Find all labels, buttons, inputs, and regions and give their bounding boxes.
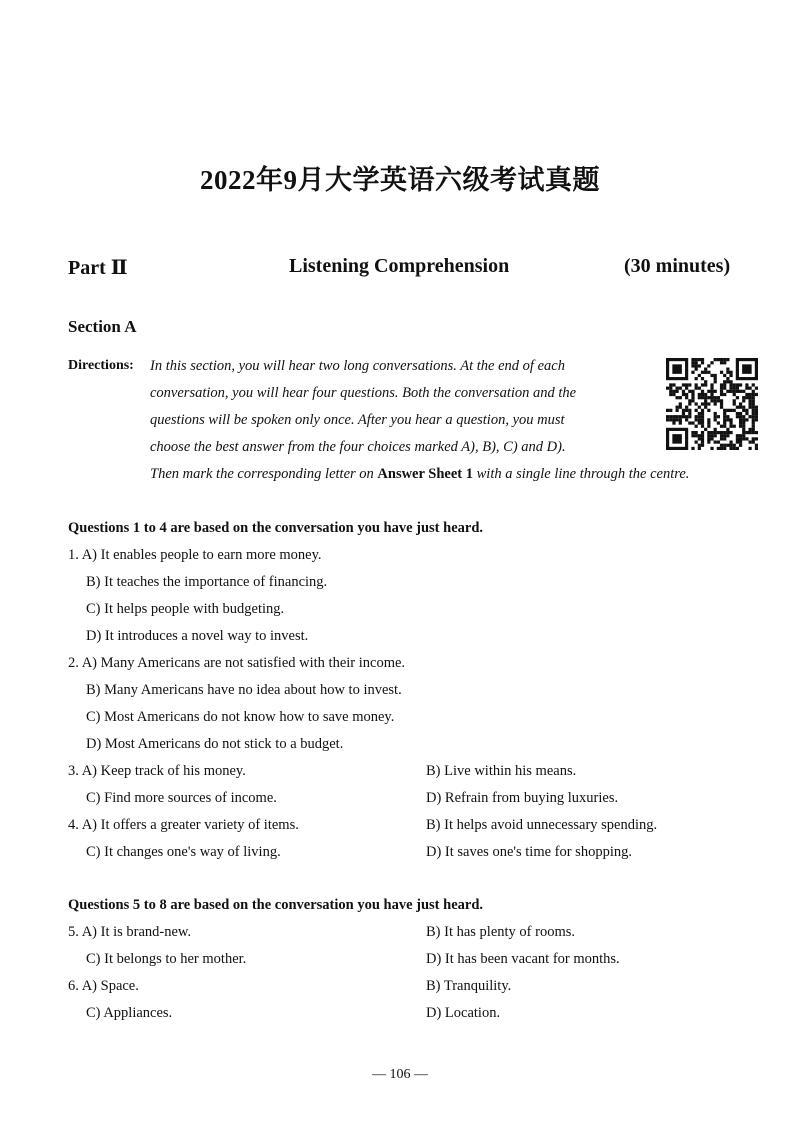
option-6a: 6. A) Space. [68, 978, 139, 994]
option-4a: 4. A) It offers a greater variety of items. [68, 817, 299, 833]
directions-line: In this section, you will hear two long conversations. At the end of each [150, 358, 565, 374]
option-2c: C) Most Americans do not know how to save money. [86, 709, 395, 725]
option-4c: C) It changes one's way of living. [86, 844, 281, 860]
option-2d: D) Most Americans do not stick to a budget. [86, 736, 344, 752]
option-5a: 5. A) It is brand-new. [68, 924, 192, 940]
page-title: 2022年9月大学英语六级考试真题 [200, 165, 600, 195]
option-2b: B) Many Americans have no idea about how to invest. [86, 682, 402, 698]
option-3a: 3. A) Keep track of his money. [68, 763, 246, 779]
option-4b: B) It helps avoid unnecessary spending. [426, 817, 658, 833]
section-heading: Section A [68, 317, 137, 336]
directions-line: choose the best answer from the four choices marked A), B), C) and D). [150, 439, 566, 455]
directions-line: questions will be spoken only once. After you hear a question, you must [150, 412, 565, 428]
option-1b: B) It teaches the importance of financing. [86, 574, 328, 590]
part-time: (30 minutes) [624, 255, 731, 277]
option-3c: C) Find more sources of income. [86, 790, 277, 806]
option-2a: 2. A) Many Americans are not satisfied with their income. [68, 655, 406, 671]
qr-code-icon[interactable] [666, 358, 758, 450]
option-5b: B) It has plenty of rooms. [426, 924, 576, 940]
directions-label: Directions: [68, 358, 134, 373]
directions-line: conversation, you will hear four questions. Both the conversation and the [150, 385, 577, 401]
option-1d: D) It introduces a novel way to invest. [86, 628, 309, 644]
option-6b: B) Tranquility. [426, 978, 512, 994]
answer-sheet-label: Answer Sheet 1 [377, 466, 473, 482]
option-6d: D) Location. [426, 1005, 501, 1021]
part-name: Listening Comprehension [289, 255, 510, 277]
option-3b: B) Live within his means. [426, 763, 577, 779]
directions-text: with a single line through the centre. [473, 466, 690, 482]
option-3d: D) Refrain from buying luxuries. [426, 790, 619, 806]
directions-line-last [150, 466, 689, 483]
directions-text: Then mark the corresponding letter on [150, 466, 378, 482]
page-number: — 106 — [372, 1067, 428, 1082]
option-6c: C) Appliances. [86, 1005, 173, 1021]
option-5d: D) It has been vacant for months. [426, 951, 620, 967]
option-1a: 1. A) It enables people to earn more money. [68, 547, 322, 563]
option-5c: C) It belongs to her mother. [86, 951, 247, 967]
part-label: Part Ⅱ [68, 257, 128, 279]
option-1c: C) It helps people with budgeting. [86, 601, 285, 617]
question-group-heading: Questions 1 to 4 are based on the conversation you have just heard. [68, 520, 484, 536]
question-group-heading: Questions 5 to 8 are based on the conversation you have just heard. [68, 897, 484, 913]
option-4d: D) It saves one's time for shopping. [426, 844, 632, 860]
